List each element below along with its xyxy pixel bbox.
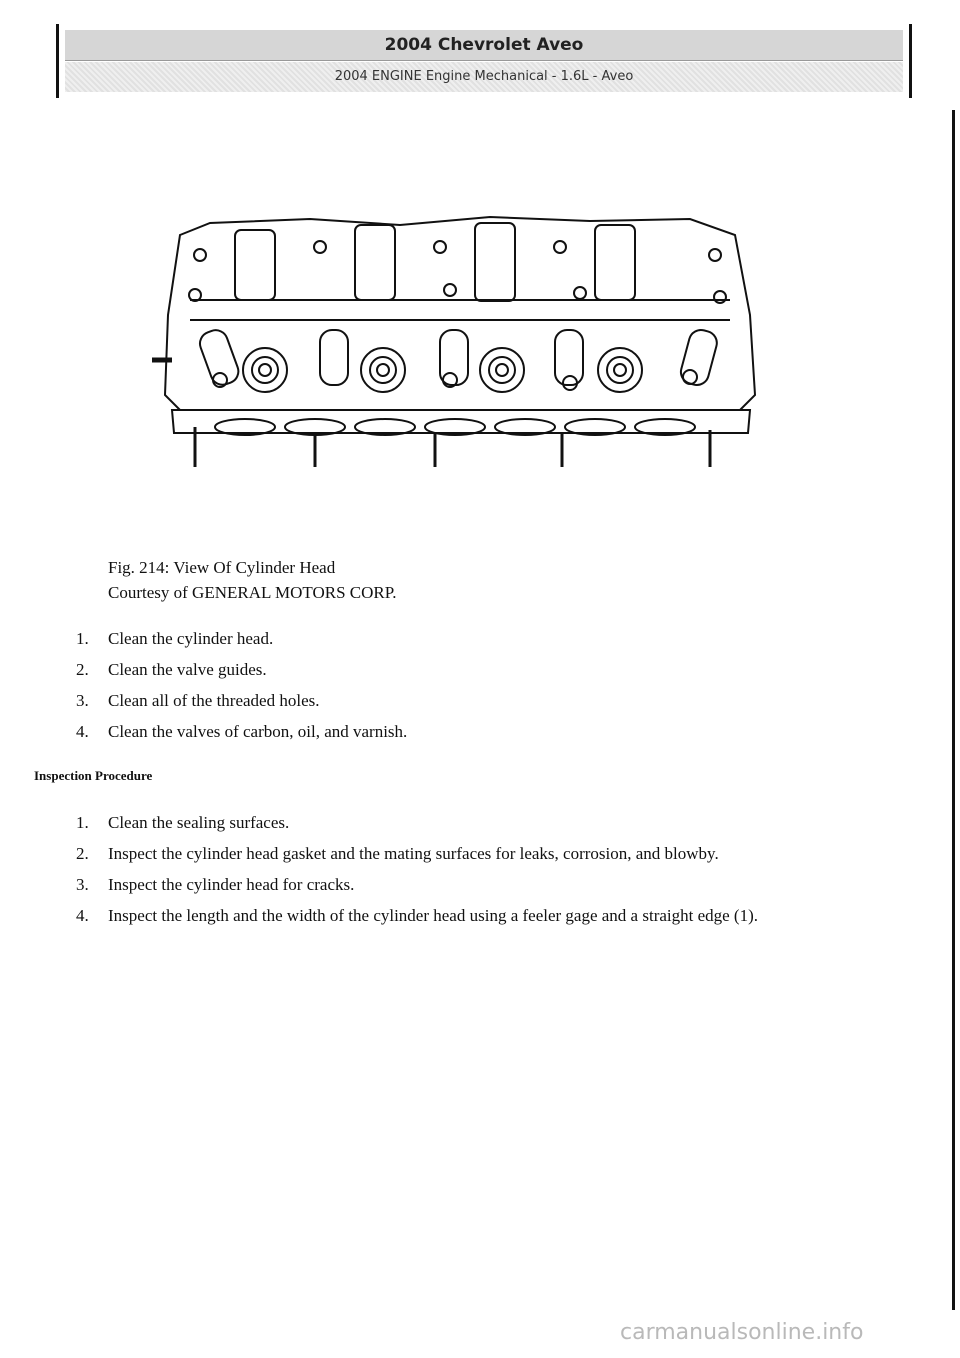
list-item: 4. Clean the valves of carbon, oil, and varnish. — [76, 722, 408, 741]
list-item: 2. Clean the valve guides. — [76, 660, 267, 679]
cleaning-steps-list — [0, 628, 908, 752]
figure-caption — [108, 555, 397, 605]
page-header — [56, 24, 912, 98]
list-item: 4. Inspect the length and the width of the cylinder head using a feeler gage and a straight edge (1). — [76, 906, 759, 925]
manual-section-subtitle: 2004 ENGINE Engine Mechanical - 1.6L - Aveo — [65, 62, 903, 92]
inspection-steps-list — [0, 812, 908, 936]
list-item: 1. Clean the sealing surfaces. — [76, 813, 290, 832]
figure-caption-title: Fig. 214: View Of Cylinder Head — [108, 558, 336, 577]
list-item: 3. Clean all of the threaded holes. — [76, 691, 320, 710]
footer-watermark: carmanualsonline.info — [620, 1320, 864, 1345]
list-item: 2. Inspect the cylinder head gasket and the mating surfaces for leaks, corrosion, and blowby. — [76, 844, 719, 863]
list-item: 1. Clean the cylinder head. — [76, 629, 274, 648]
inspection-heading: Inspection Procedure — [34, 768, 153, 783]
list-item: 3. Inspect the cylinder head for cracks. — [76, 875, 355, 894]
right-margin-rule — [952, 110, 955, 1310]
manual-title: 2004 Chevrolet Aveo — [65, 30, 903, 61]
figure-caption-credit: Courtesy of GENERAL MOTORS CORP. — [108, 583, 397, 602]
cylinder-head-illustration — [150, 205, 770, 485]
